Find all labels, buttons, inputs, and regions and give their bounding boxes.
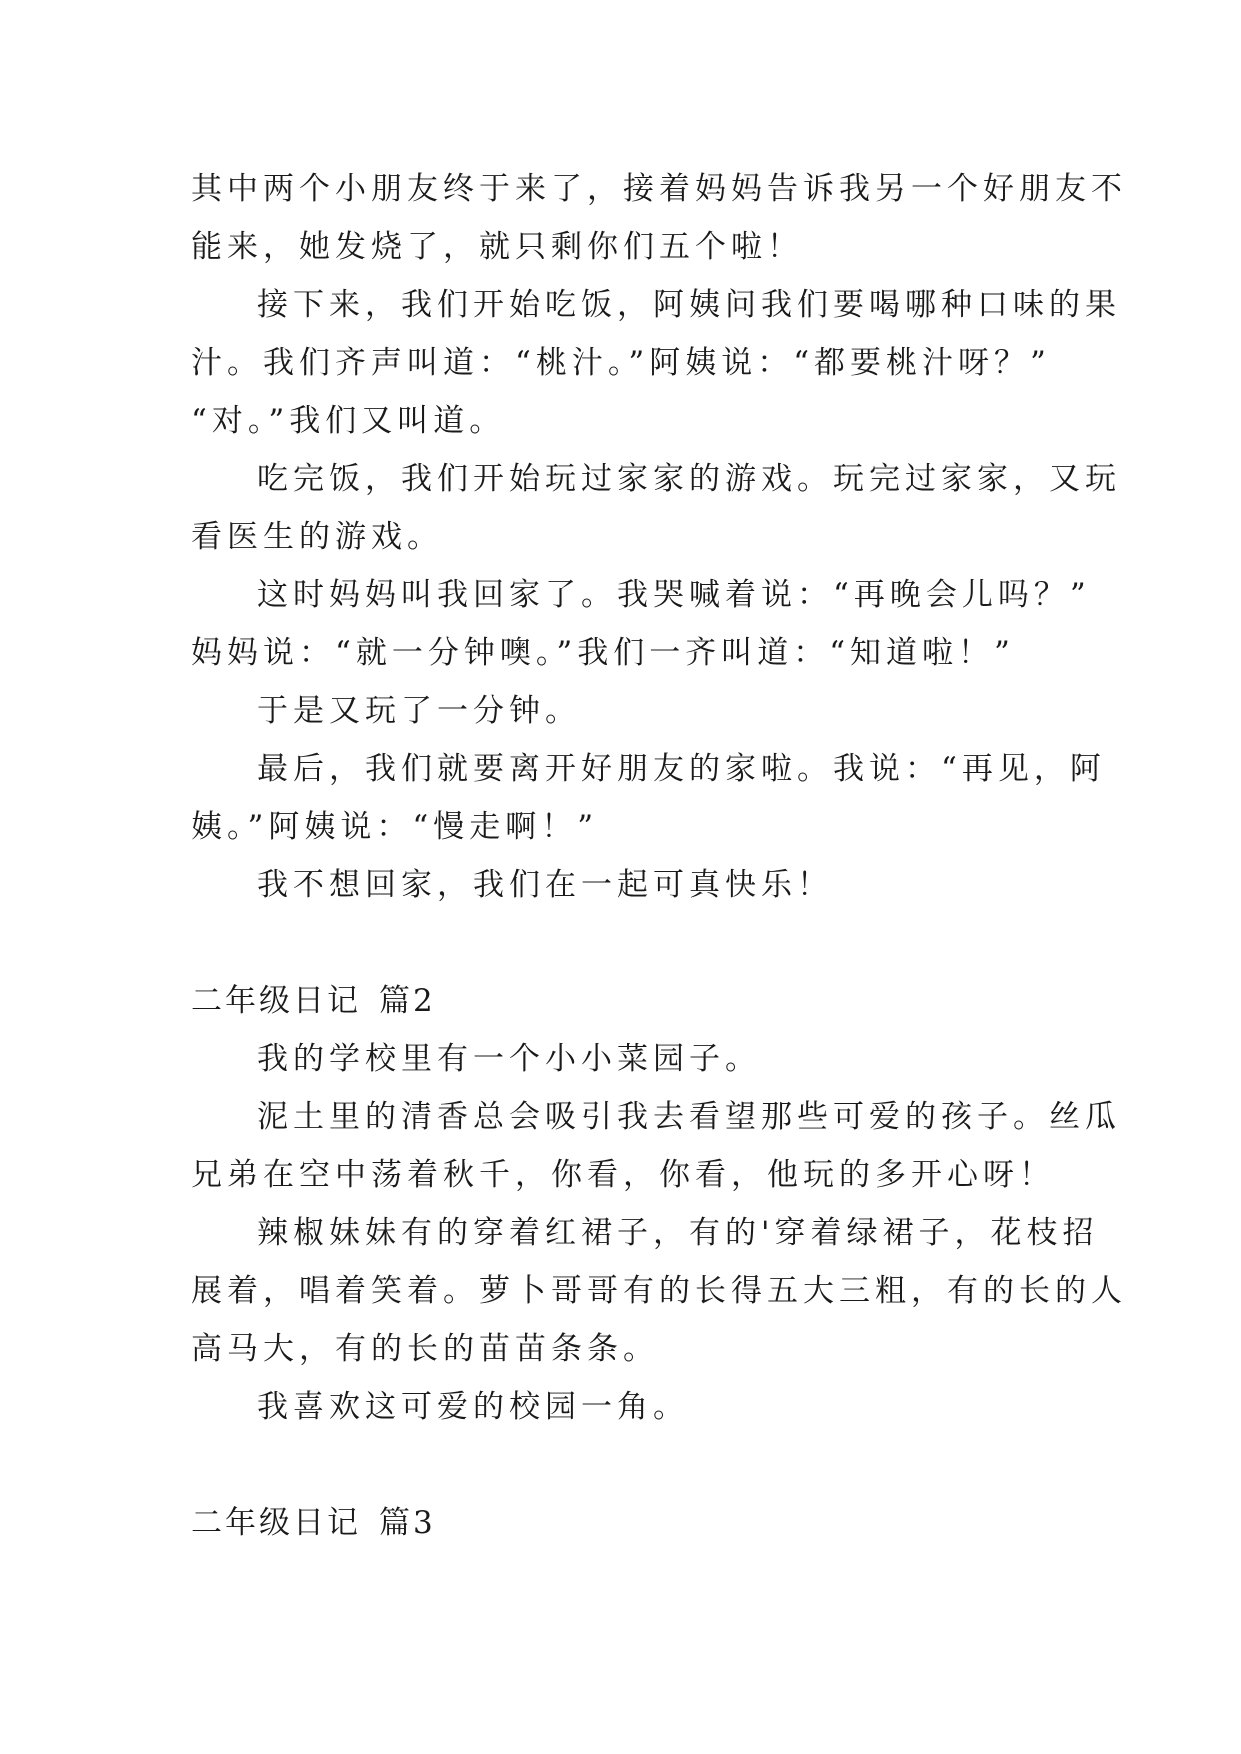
heading-number: 篇2 — [379, 983, 436, 1019]
paragraph — [191, 1204, 1127, 1378]
section-heading — [191, 1494, 1071, 1552]
text-line: 这时妈妈叫我回家了。我哭喊着说：“再晚会儿吗？” — [257, 577, 1091, 613]
text-line: 高马大，有的长的苗苗条条。 — [191, 1331, 659, 1367]
paragraph — [191, 1030, 1071, 1088]
diary-entry-1-continuation — [191, 160, 1127, 914]
text-line: 于是又玩了一分钟。 — [257, 693, 581, 729]
text-line: 泥土里的清香总会吸引我去看望那些可爱的孩子。丝瓜 — [257, 1099, 1121, 1135]
paragraph — [191, 740, 1106, 856]
text-line: “对。”我们又叫道。 — [191, 403, 506, 439]
diary-entry-2 — [191, 972, 1127, 1436]
paragraph — [191, 160, 1127, 276]
text-line: 我不想回家，我们在一起可真快乐！ — [257, 867, 833, 903]
heading-title: 二年级日记 — [191, 1505, 361, 1541]
diary-entry-3 — [191, 1494, 1071, 1552]
text-line: 我的学校里有一个小小菜园子。 — [257, 1041, 761, 1077]
text-line: 看医生的游戏。 — [191, 519, 443, 555]
paragraph — [191, 856, 1071, 914]
text-line: 我喜欢这可爱的校园一角。 — [257, 1389, 689, 1425]
text-line: 姨。”阿姨说：“慢走啊！” — [191, 809, 599, 845]
heading-title: 二年级日记 — [191, 983, 361, 1019]
paragraph — [191, 276, 1121, 450]
paragraph — [191, 682, 1071, 740]
paragraph — [191, 1378, 1071, 1436]
text-line: 能来，她发烧了，就只剩你们五个啦！ — [191, 229, 803, 265]
paragraph — [191, 1088, 1121, 1204]
section-gap — [191, 914, 1071, 972]
text-line: 展着，唱着笑着。萝卜哥哥有的长得五大三粗，有的长的人 — [191, 1273, 1127, 1309]
paragraph — [191, 450, 1121, 566]
heading-number: 篇3 — [379, 1505, 436, 1541]
section-gap — [191, 1436, 1071, 1494]
paragraph — [191, 566, 1091, 682]
text-line: 辣椒妹妹有的穿着红裙子，有的'穿着绿裙子，花枝招 — [257, 1215, 1099, 1251]
text-line: 妈妈说：“就一分钟噢。”我们一齐叫道：“知道啦！” — [191, 635, 1015, 671]
text-line: 兄弟在空中荡着秋千，你看，你看，他玩的多开心呀！ — [191, 1157, 1055, 1193]
text-line: 最后，我们就要离开好朋友的家啦。我说：“再见，阿 — [257, 751, 1106, 787]
text-line: 汁。我们齐声叫道：“桃汁。”阿姨说：“都要桃汁呀？” — [191, 345, 1051, 381]
section-heading — [191, 972, 1071, 1030]
text-line: 接下来，我们开始吃饭，阿姨问我们要喝哪种口味的果 — [257, 287, 1121, 323]
document-page — [191, 160, 1127, 1552]
text-line: 其中两个小朋友终于来了，接着妈妈告诉我另一个好朋友不 — [191, 171, 1127, 207]
text-line: 吃完饭，我们开始玩过家家的游戏。玩完过家家，又玩 — [257, 461, 1121, 497]
